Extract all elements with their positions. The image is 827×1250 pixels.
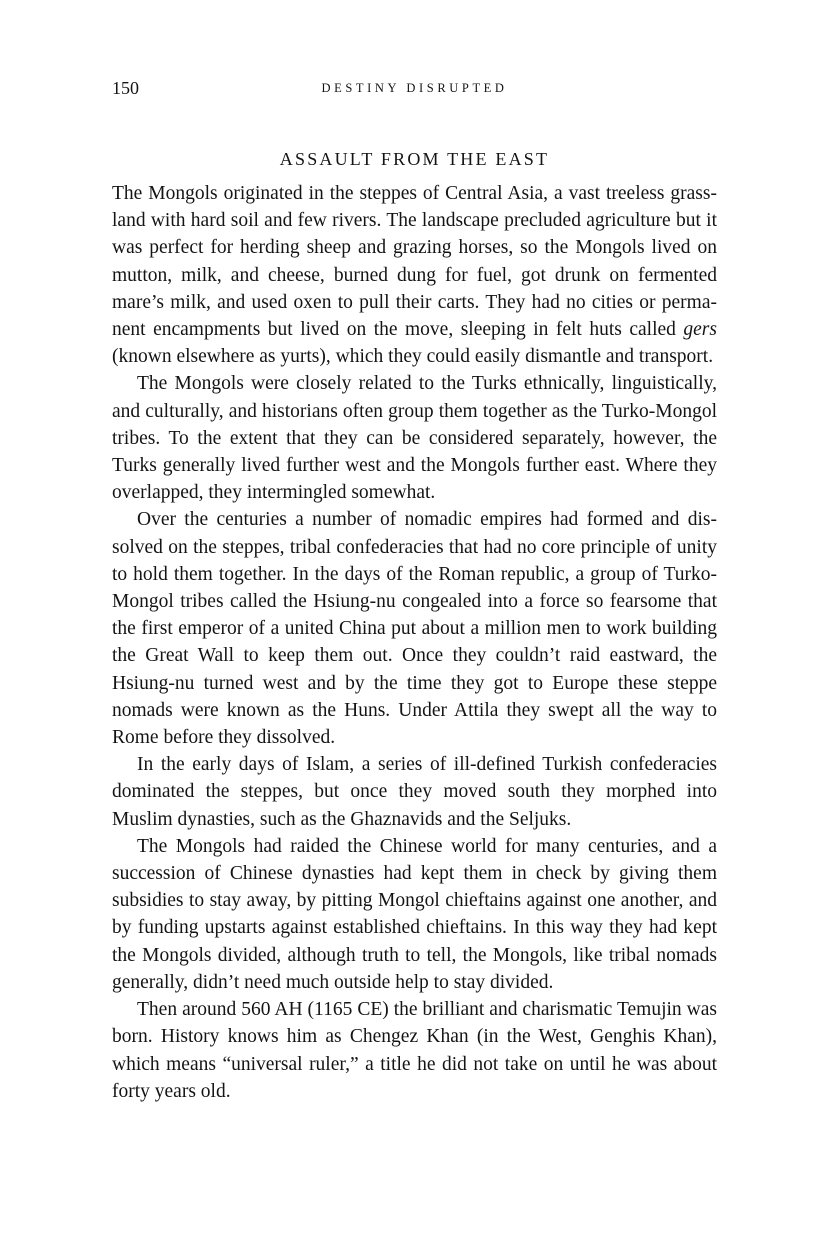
paragraph-4: In the early days of Islam, a series of ill-defined Turkish confederacies dominated the steppes, but once they moved south they morphed into Muslim dynasties, such as the Ghaznavids and the Seljuks. (112, 754, 717, 830)
body-text (112, 180, 717, 1105)
paragraph-3: Over the centuries a number of nomadic empires had formed and dissolved on the steppes, tribal confederacies that had no core principle of unity to hold them together. In the days of the Roman republic, a group of Turko-Mongol tribes called the Hsiung-nu congealed into a force so fearsome that the first emperor of a united China put about a million men to work building the Great Wall to keep them out. Once they couldn’t raid eastward, the Hsiung-nu turned west and by the time they got to Europe these steppe nomads were known as the Huns. Under Attila they swept all the way to Rome before they dissolved. (112, 509, 717, 749)
section-heading: ASSAULT FROM THE EAST (279, 149, 550, 169)
paragraph-1-text-start: The Mongols originated in the steppes of Central Asia, a vast treeless grassland with hard soil and few rivers. The landscape precluded agriculture but it was perfect for herding sheep and grazing horses, so the Mongols lived on mutton, milk, and cheese, burned dung for fuel, got drunk on fermented mare’s milk, and used oxen to pull their carts. They had no cities or permanent encampments but lived on the move, sleeping in felt huts called (112, 183, 717, 341)
paragraph-1 (112, 180, 717, 370)
page-number: 150 (112, 78, 139, 98)
paragraph-1-text-end: (known elsewhere as yurts), which they could easily dismantle and transport. (112, 346, 714, 368)
paragraph-2: The Mongols were closely related to the Turks ethnically, linguistically, and culturally, and historians often group them together as the Turko-Mongol tribes. To the extent that they can be considered separately, however, the Turks generally lived further west and the Mongols further east. Where they overlapped, they intermingled somewhat. (112, 373, 717, 504)
paragraph-5: The Mongols had raided the Chinese world for many centuries, and a succession of Chinese dynasties had kept them in check by giving them subsidies to stay away, by pitting Mongol chieftains against one another, and by funding upstarts against established chieftains. In this way they had kept the Mongols divided, although truth to tell, the Mongols, like tribal nomads generally, didn’t need much outside help to stay divided. (112, 835, 717, 993)
paragraph-6: Then around 560 AH (1165 CE) the brilliant and charismatic Temujin was born. History knows him as Chengez Khan (in the West, Genghis Khan), which means “universal ruler,” a title he did not take on until he was about forty years old. (112, 999, 717, 1102)
gers-term: gers (683, 319, 717, 341)
running-head (112, 78, 717, 102)
book-title: DESTINY DISRUPTED (321, 81, 508, 95)
